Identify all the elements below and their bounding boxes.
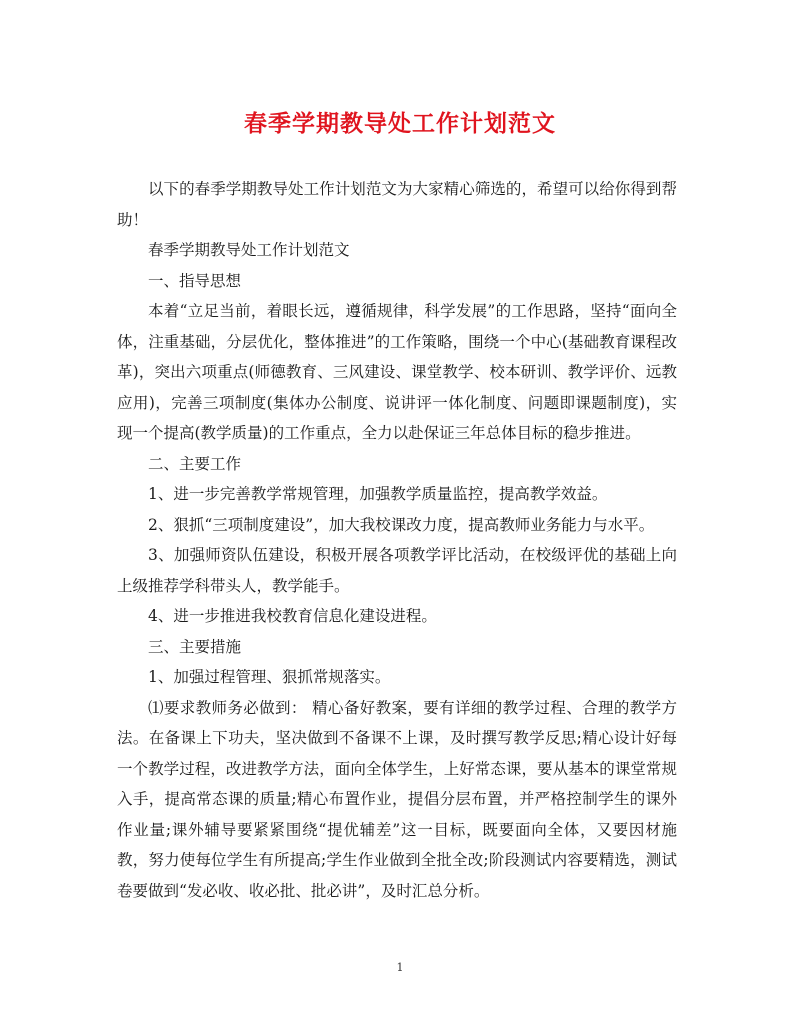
- paragraph-guiding-thought: 本着“立足当前，着眼长远，遵循规律，科学发展”的工作思路，坚持“面向全体，注重基础，分层优化，整体推进”的工作策略，围绕一个中心(基础教育课程改革)，突出六项重点(师德教育、三风建设、课堂教学、校本研训、教学评价、远教应用)，完善三项制度(集体办公制度、说讲评一体化制度、问题即课题制度)，实现一个提高(教学质量)的工作重点，全力以赴保证三年总体目标的稳步推进。: [117, 302, 677, 442]
- page-number: 1: [396, 961, 404, 974]
- paragraph-measure-1-detail: ⑴要求教师务必做到： 精心备好教案，要有详细的教学过程、合理的教学方法。在备课上下功夫，坚决做到不备课不上课，及时撰写教学反思;精心设计好每一个教学过程，改进教学方法，面向全体学生，上好常态课，要从基本的课堂常规入手，提高常态课的质量;精心布置作业，提倡分层布置，并严格控制学生的课外作业量;课外辅导要紧紧围绕“提优辅差”这一目标，既要面向全体，又要因材施教，努力使每位学生有所提高;学生作业做到全批全改;阶段测试内容要精选，测试卷要做到“发必收、收必批、批必讲”，及时汇总分析。: [117, 698, 677, 900]
- section-heading-main-work: 二、主要工作: [148, 454, 242, 473]
- section-heading-guiding-thought: 一、指导思想: [148, 271, 242, 290]
- paragraph-work-item-4: 4、进一步推进我校教育信息化建设进程。: [148, 607, 437, 625]
- paragraph-measure-1: 1、加强过程管理、狠抓常规落实。: [148, 668, 391, 686]
- paragraph-subtitle: 春季学期教导处工作计划范文: [148, 241, 350, 259]
- document-body: [117, 174, 677, 906]
- paragraph-work-item-2: 2、狠抓“三项制度建设”，加大我校课改力度，提高教师业务能力与水平。: [148, 515, 655, 534]
- document-title: 春季学期教导处工作计划范文: [244, 110, 556, 137]
- paragraph-intro: 以下的春季学期教导处工作计划范文为大家精心筛选的，希望可以给你得到帮助！: [117, 180, 677, 229]
- paragraph-work-item-1: 1、进一步完善教学常规管理，加强教学质量监控，提高教学效益。: [148, 485, 608, 503]
- section-heading-measures: 三、主要措施: [148, 637, 242, 656]
- paragraph-work-item-3: 3、加强师资队伍建设，积极开展各项教学评比活动，在校级评优的基础上向上级推荐学科带头人，教学能手。: [117, 546, 677, 595]
